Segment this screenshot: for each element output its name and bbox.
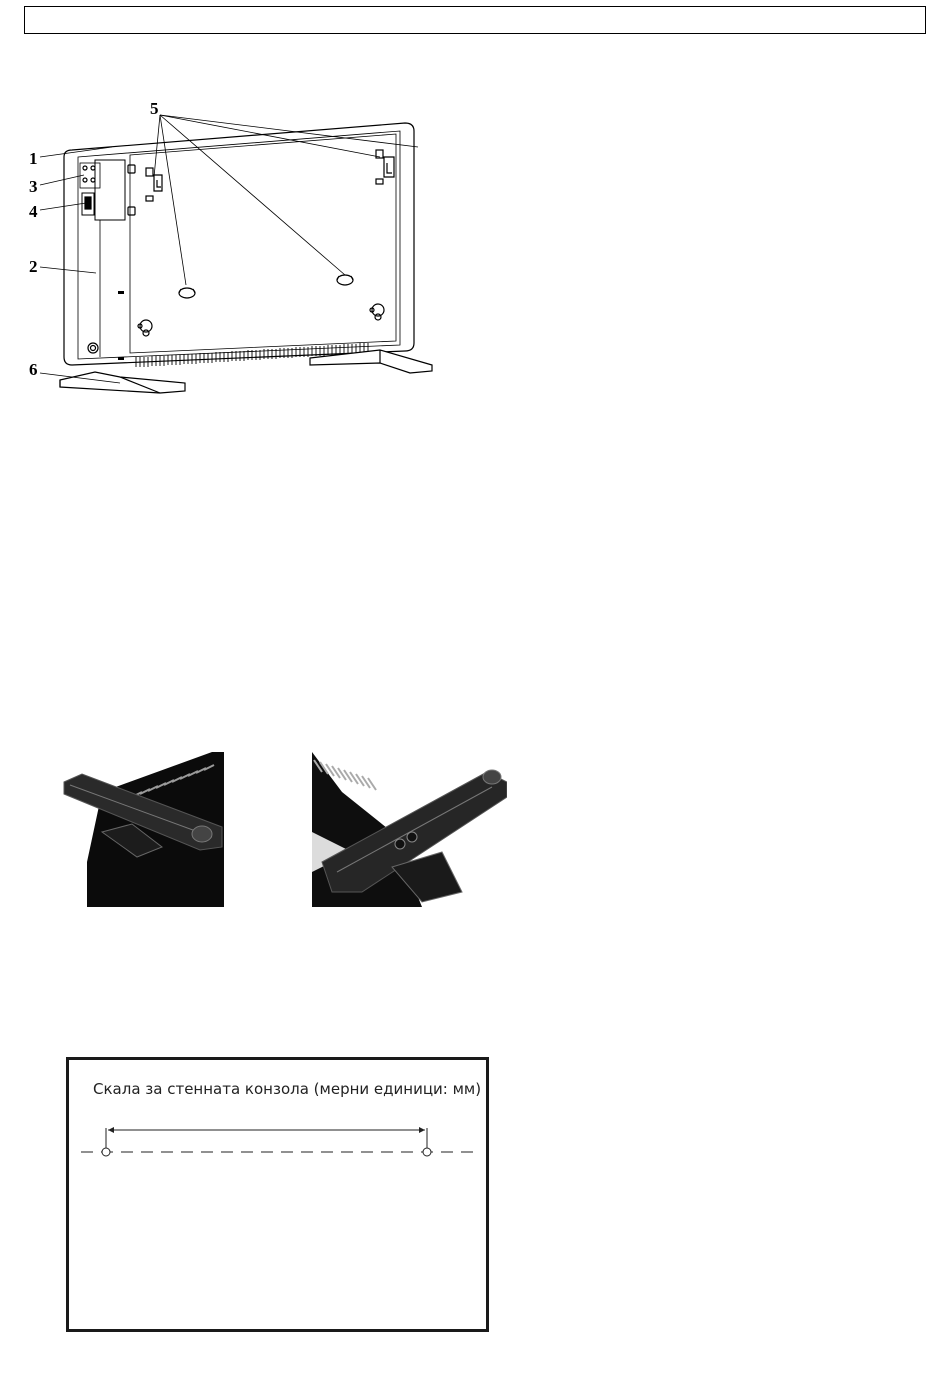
callout-1: 1 [29, 149, 38, 168]
scale-drawing [69, 1060, 486, 1329]
scale-title: Скала за стенната конзола (мерни единици: мм) [93, 1080, 482, 1098]
mounting-hole-right [423, 1148, 431, 1156]
header-bar [24, 6, 926, 34]
stand-foot-photo-right [312, 752, 507, 907]
stand-foot-left-illustration [62, 752, 224, 907]
callout-2: 2 [29, 257, 38, 276]
callout-5: 5 [150, 99, 159, 118]
callout-4: 4 [29, 202, 38, 221]
heater-rear-illustration [0, 95, 450, 405]
callout-3: 3 [29, 177, 38, 196]
mounting-hole-left [102, 1148, 110, 1156]
stand-foot-photo-left [62, 752, 224, 907]
heater-rear-view-figure [0, 95, 450, 405]
wall-bracket-scale-box [66, 1057, 489, 1332]
stand-foot-right-illustration [312, 752, 507, 907]
callout-6: 6 [29, 360, 38, 379]
